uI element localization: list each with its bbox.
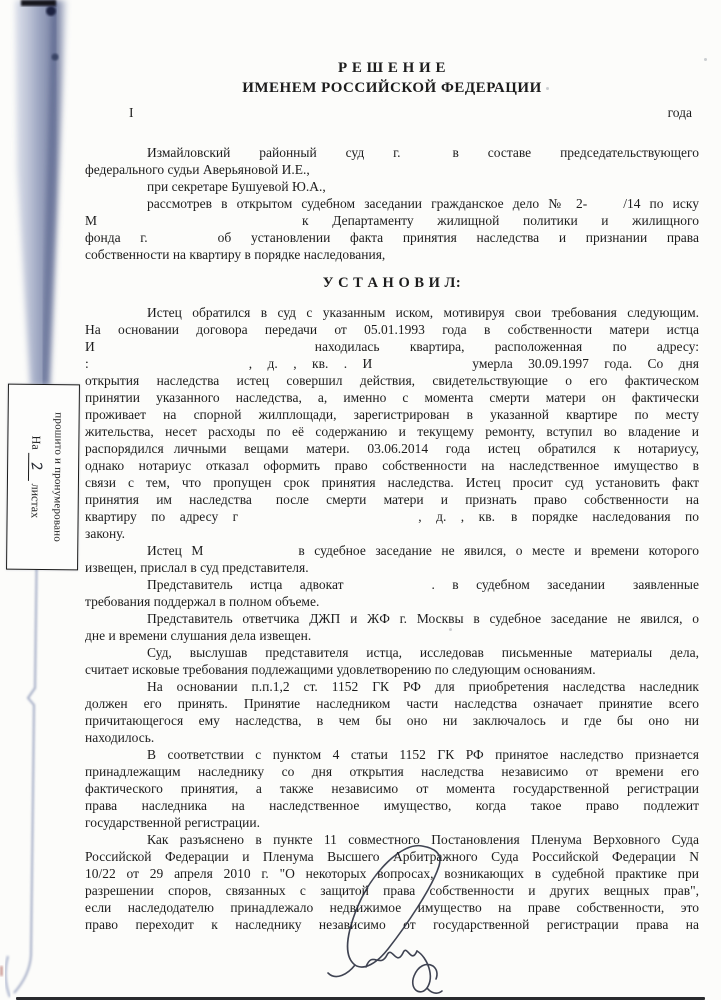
text-line: открытия наследства истец совершил действия, свидетельствующие о его фактическом (85, 373, 699, 388)
text-line: 10/22 от 29 апреля 2010 г. "О некоторых вопросах, возникающих в судебной практике при (85, 866, 699, 881)
top-ink-blot (46, 6, 56, 16)
text-line: проживает на спорной жилплощади, зарегистрирован в указанной квартире по месту (85, 407, 699, 422)
text-line: дне и времени слушания дела извещен. (85, 628, 312, 643)
sticker-line-sheets (26, 385, 46, 569)
redaction-gap (85, 656, 147, 657)
text-line: квартиру по адресу г , д. , кв. в порядке наследования по (85, 509, 699, 524)
intro-section (85, 144, 699, 263)
scan-speck (546, 87, 549, 90)
text-line: распорядился личными вещами матери. 03.06.2014 года истец обратился к нотариусу, (85, 441, 699, 456)
text-line: Российской Федерации и Пленума Высшего Арбитражного Суда Российской Федерации N (85, 849, 699, 864)
text-line: И находилась квартира, расположенная по адресу: (85, 339, 699, 354)
redaction-gap (495, 520, 511, 521)
text-line: принятии указанного наследства, а, именно с момента смерти матери он фактически (85, 390, 699, 405)
redaction-gap (238, 520, 418, 521)
text-line: государственной регистрации. (85, 815, 260, 830)
redaction-gap (203, 554, 298, 555)
date-word-year: года (667, 105, 692, 120)
text-line: : , д. , кв. . И умерла 30.09.1997 года. Со дня (85, 356, 699, 371)
text-line: Как разъяснено в пункте 11 совместного Постановления Пленума Верховного Суда (85, 831, 699, 848)
sticker-line-stitched: прошито и пронумеровано (51, 412, 65, 543)
text-line: должен его принять. Принятие наследником части наследства означает принятие всего (85, 696, 699, 711)
top-edge-black-mark (21, 0, 56, 6)
redaction-gap (85, 190, 147, 191)
text-line: На основании договора передачи от 05.01.1993 года в собственности матери истца (85, 322, 699, 337)
text-line: Представитель ответчика ДЖП и ЖФ г. Москвы в судебное заседание не явился, о (85, 610, 699, 627)
text-line: закону. (85, 526, 125, 541)
text-line: требования поддержал в полном объеме. (85, 594, 320, 609)
paragraph (85, 678, 699, 746)
text-line: находилось. (85, 730, 155, 745)
binding-hole-dot (52, 54, 59, 61)
date-left-fragment: I (129, 105, 134, 120)
redaction-gap (85, 207, 147, 208)
edge-red-mark (0, 966, 3, 976)
paragraph (85, 542, 699, 576)
sticker-word-sheets: листах (28, 483, 43, 519)
text-line: извещен, прислал в суд представителя. (85, 560, 309, 575)
paragraph (85, 144, 699, 263)
binding-shadow-strip (15, 0, 67, 386)
text-line: Истец М в судебное заседание не явился, о месте и времени которого (85, 542, 699, 559)
text-line: На основании п.п.1,2 ст. 1152 ГК РФ для приобретения наследства наследник (85, 678, 699, 695)
redaction-gap (605, 588, 633, 589)
text-line: право переходит к наследнику независимо от государственной регистрации права на (85, 917, 699, 932)
paragraph (85, 576, 699, 610)
text-line: рассмотрев в открытом судебном заседании гражданское дело № 2- /14 по иску (85, 195, 699, 212)
text-line: Истец обратился в суд с указанным иском, мотивируя свои требования следующим. (85, 304, 699, 321)
text-line: при секретаре Бушуевой Ю.А., (85, 178, 699, 195)
scan-speck (449, 628, 452, 631)
judge-signature (310, 838, 490, 1000)
document-title (85, 58, 699, 98)
section-header-ustanovil: У С Т А Н О В И Л: (322, 275, 462, 291)
text-line: собственности на квартиру в порядке наследования, (85, 247, 386, 262)
title-decision: Р Е Ш Е Н И Е (338, 60, 446, 76)
text-line: Представитель истца адвокат . в судебном заседании заявленные (85, 576, 699, 593)
redaction-gap (372, 367, 472, 368)
redaction-gap (97, 224, 302, 225)
text-line: В соответствии с пунктом 4 статьи 1152 ГК РФ принятое наследство признается (85, 746, 699, 763)
date-line (85, 105, 692, 122)
redaction-gap (85, 554, 147, 555)
document-body (85, 144, 699, 933)
text-line: фонда г. об установлении факта принятия наследства и признании права (85, 230, 699, 245)
redaction-gap (85, 622, 147, 623)
redaction-gap (344, 588, 432, 589)
text-line: права наследника на наследственное имущество, когда такое право подлежит (85, 798, 699, 813)
binding-sticker-rotated-text (7, 385, 75, 570)
text-line: Суд, выслушав представителя истца, исследовав письменные материалы дела, (85, 644, 699, 661)
redaction-gap (148, 241, 218, 242)
redaction-gap (89, 367, 249, 368)
handwritten-sheet-count: 2 (27, 460, 45, 473)
text-line: разрешении споров, связанных с защитой права собственности и других вещных прав", (85, 883, 699, 898)
text-line: федерального судьи Аверьяновой И.Е., (85, 162, 310, 177)
sheet-count-blank (28, 453, 45, 481)
redaction-gap (85, 758, 147, 759)
text-line: если наследодателю принадлежало недвижимое имущество на праве собственности, это (85, 900, 699, 915)
paragraph (85, 304, 699, 542)
text-line: причитающегося ему наследства, в чем бы оно ни заключалось и где бы оно ни (85, 713, 699, 728)
redaction-gap (85, 690, 147, 691)
text-line: связи с тем, что пропущен срок принятия наследства. Истец просит суд установить факт (85, 475, 699, 490)
redaction-gap (85, 843, 147, 844)
redaction-gap (164, 452, 174, 453)
redaction-gap (252, 503, 276, 504)
text-line: принадлежащим наследнику со дня открытия наследства независимо от времени его (85, 764, 699, 779)
text-line: принятия им наследства после смерти матери и признать право собственности на (85, 492, 699, 507)
redaction-gap (85, 588, 147, 589)
redaction-gap (454, 486, 466, 487)
text-line: жительства, несет расходы по её содержанию и текущему ремонту, вступил во владение и (85, 424, 699, 439)
redaction-gap (85, 316, 147, 317)
text-line: фактического принятия, а также независимо от момента государственной регистрации (85, 781, 699, 796)
fold-line-bottom-curl (6, 956, 10, 997)
redaction-gap (95, 350, 315, 351)
redaction-gap (421, 690, 435, 691)
redaction-gap (400, 156, 452, 157)
paragraph (85, 610, 699, 644)
text-line: Измайловский районный суд г. в составе председательствующего (85, 144, 699, 161)
scan-speck (704, 58, 707, 61)
redaction-gap (85, 156, 147, 157)
title-in-the-name: ИМЕНЕМ РОССИЙСКОЙ ФЕДЕРАЦИИ (242, 80, 542, 96)
text-line: однако нотариус отказал оформить право собственности на наследственное имущество в (85, 458, 699, 473)
binding-sticker-label (6, 384, 80, 571)
paragraph (85, 644, 699, 678)
sticker-word-na: На (29, 435, 44, 450)
paragraph (85, 746, 699, 831)
redaction-gap (587, 207, 623, 208)
text-line: М к Департаменту жилищной политики и жилищного (85, 213, 699, 228)
text-line: считает исковые требования подлежащими удовлетворению по следующим основаниям. (85, 662, 596, 677)
